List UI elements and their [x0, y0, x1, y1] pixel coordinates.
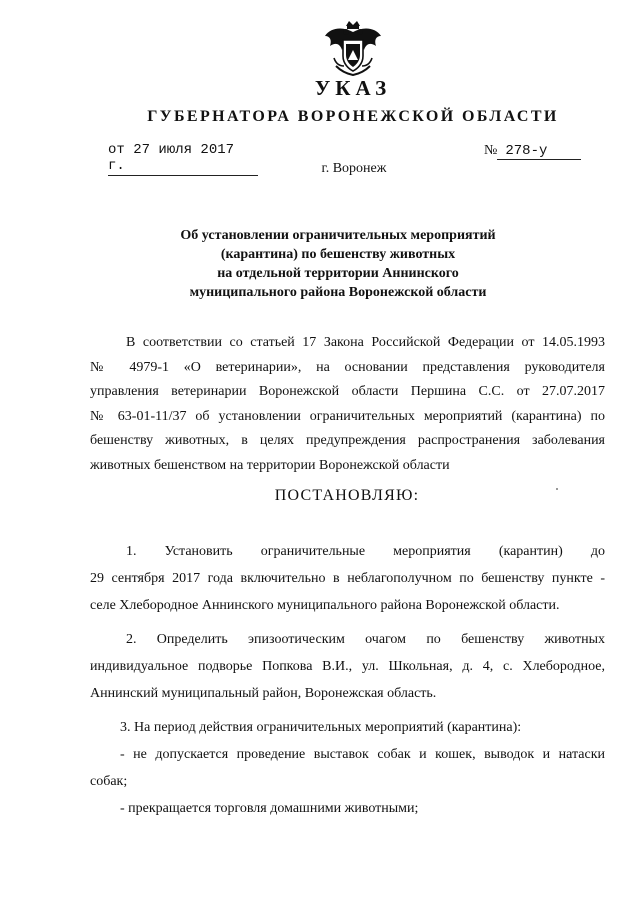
decree-items: [90, 538, 605, 822]
subject-line: Об установлении ограничительных мероприятий: [180, 228, 496, 243]
item-3-line: 3. На период действия ограничительных мероприятий (карантина):: [120, 720, 522, 735]
number-label: №: [484, 143, 498, 158]
document-subject: [0, 226, 640, 302]
preamble-line: В соответствии со статьей 17 Закона Российской Федерации от 14.05.1993: [126, 335, 605, 350]
item-3-line: собак;: [90, 774, 128, 789]
item-1-line: селе Хлебородное Аннинского муниципального района Воронежской области.: [90, 598, 560, 613]
preamble-line: бешенству животных, в целях предупреждения распространения заболевания: [90, 433, 605, 448]
preamble-line: № 63-01-11/37 об установлении ограничительных мероприятий (карантина) по: [90, 408, 605, 424]
subject-line: муниципального района Воронежской области: [189, 285, 487, 300]
date-label: от: [108, 142, 125, 158]
item-2-line: 2. Определить эпизоотическим очагом по бешенству животных: [126, 632, 605, 647]
scan-speck: [556, 488, 558, 490]
item-2-line: Аннинский муниципальный район, Воронежская область.: [90, 686, 437, 701]
preamble-paragraph: [90, 331, 605, 478]
preamble-line: животных бешенством на территории Воронежской области: [90, 457, 450, 473]
item-3-bullet: - не допускается проведение выставок собак и кошек, выводок и натаски: [120, 747, 605, 762]
number-value: 278-у: [497, 143, 581, 160]
coat-of-arms-icon: [322, 20, 384, 76]
issuer-title: ГУБЕРНАТОРА ВОРОНЕЖСКОЙ ОБЛАСТИ: [147, 108, 559, 125]
preamble-line: управления ветеринарии Воронежской области Першина С.С. от 27.07.2017: [90, 384, 605, 399]
date-value: 27 июля 2017 г.: [108, 142, 235, 174]
preamble-line: № 4979-1 «О ветеринарии», на основании представления руководителя: [90, 359, 605, 375]
issue-city: г. Воронеж: [321, 161, 387, 176]
subject-line: (карантина) по бешенству животных: [220, 247, 456, 262]
item-1-line: 29 сентября 2017 года включительно в неблагополучном по бешенству пункте -: [90, 571, 605, 586]
item-1-line: 1. Установить ограничительные мероприятия (карантин) до: [126, 544, 605, 559]
decree-heading: ПОСТАНОВЛЯЮ:: [274, 487, 420, 504]
item-3-bullet: - прекращается торговля домашними животными;: [120, 801, 419, 816]
document-number: [484, 143, 581, 160]
item-2-line: индивидуальное подворье Попкова В.И., ул. Школьная, д. 4, с. Хлебородное,: [90, 659, 605, 674]
document-type-title: УКАЗ: [314, 76, 392, 100]
subject-line: на отдельной территории Аннинского: [217, 266, 459, 281]
